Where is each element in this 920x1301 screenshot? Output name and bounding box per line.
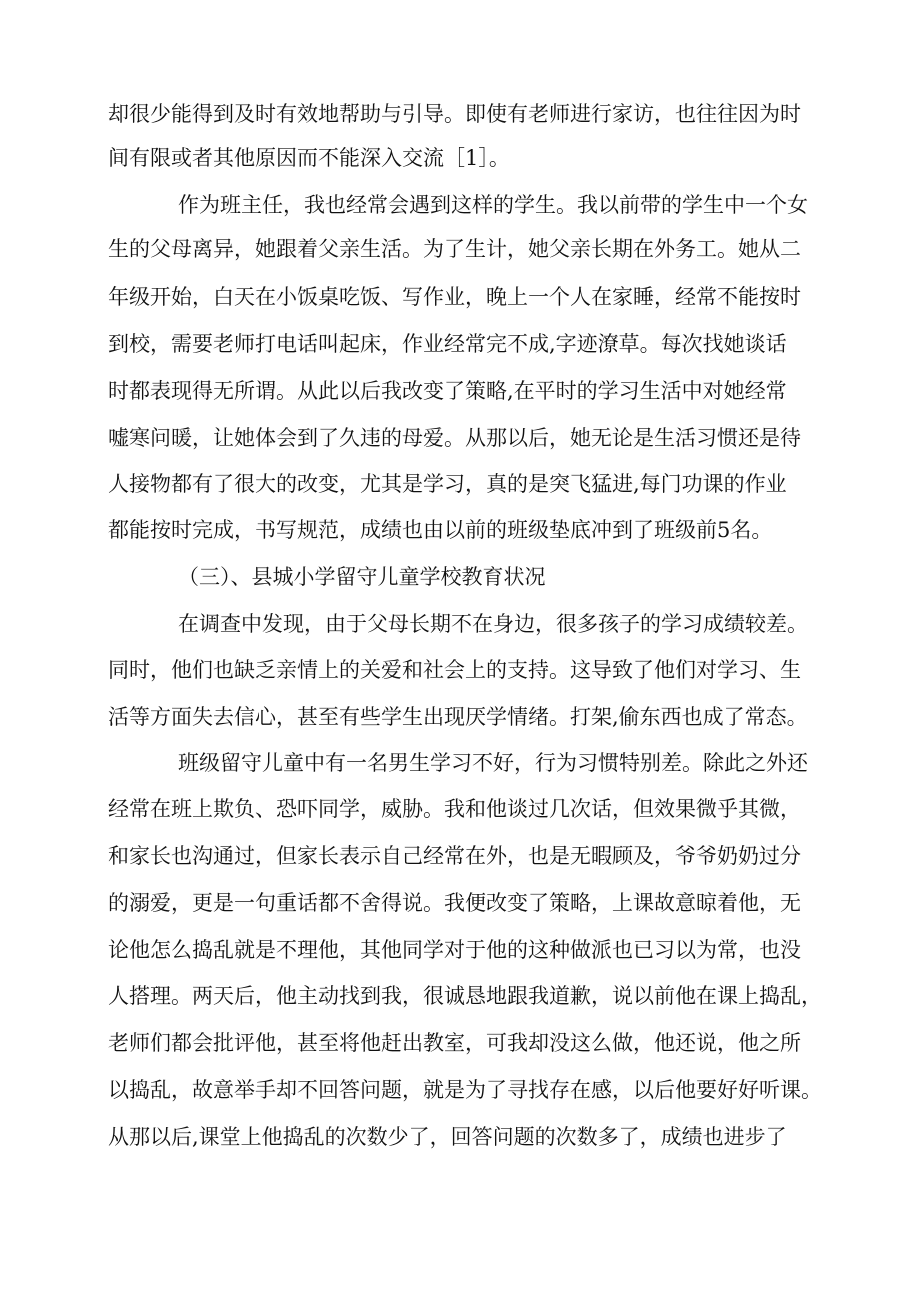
text-line: 间有限或者其他原因而不能深入交流［1］。 — [108, 146, 510, 170]
text-line: 人接物都有了很大的改变，尤其是学习，真的是突飞猛进,每门功课的作业 — [108, 472, 787, 496]
text-line: 经常在班上欺负、恐吓同学，威胁。我和他谈过几次话，但效果微乎其微， — [108, 797, 801, 821]
paragraph-first-line: 在调查中发现，由于父母长期不在身边，很多孩子的学习成绩较差。 — [178, 612, 808, 636]
section-heading: （三）、县城小学留守儿童学校教育状况 — [178, 565, 546, 589]
text-line: 时都表现得无所谓。从此以后我改变了策略,在平时的学习生活中对她经常 — [108, 379, 787, 403]
text-line: 同时，他们也缺乏亲情上的关爱和社会上的支持。这导致了他们对学习、生 — [108, 658, 801, 682]
text-line: 嘘寒问暖，让她体会到了久违的母爱。从那以后，她无论是生活习惯还是待 — [108, 426, 801, 450]
text-line: 从那以后,课堂上他捣乱的次数少了，回答问题的次数多了，成绩也进步了 — [108, 1125, 787, 1149]
paragraph-first-line: 作为班主任，我也经常会遇到这样的学生。我以前带的学生中一个女 — [178, 193, 808, 217]
text-line: 论他怎么捣乱就是不理他，其他同学对于他的这种做派也已习以为常，也没 — [108, 938, 801, 962]
text-line: 和家长也沟通过，但家长表示自己经常在外，也是无暇顾及，爷爷奶奶过分 — [108, 844, 801, 868]
text-line: 生的父母离异，她跟着父亲生活。为了生计，她父亲长期在外务工。她从二 — [108, 237, 801, 261]
text-line: 到校，需要老师打电话叫起床，作业经常完不成,字迹潦草。每次找她谈话 — [108, 332, 787, 356]
text-line: 年级开始，白天在小饭桌吃饭、写作业，晚上一个人在家睡，经常不能按时 — [108, 285, 801, 309]
text-line: 活等方面失去信心，甚至有些学生出现厌学情绪。打架,偷东西也成了常态。 — [108, 705, 808, 729]
text-line: 以捣乱，故意举手却不回答问题，就是为了寻找存在感，以后他要好好听课。 — [108, 1078, 822, 1102]
text-line: 却很少能得到及时有效地帮助与引导。即使有老师进行家访，也往往因为时 — [108, 102, 801, 126]
text-line: 都能按时完成，书写规范，成绩也由以前的班级垫底冲到了班级前5名。 — [108, 518, 773, 542]
text-line: 人搭理。两天后，他主动找到我，很诚恳地跟我道歉，说以前他在课上捣乱， — [108, 984, 822, 1008]
text-line: 的溺爱，更是一句重话都不舍得说。我便改变了策略，上课故意晾着他，无 — [108, 891, 801, 915]
paragraph-first-line: 班级留守儿童中有一名男生学习不好，行为习惯特别差。除此之外还 — [178, 751, 808, 775]
text-line: 老师们都会批评他，甚至将他赶出教室，可我却没这么做，他还说，他之所 — [108, 1031, 801, 1055]
